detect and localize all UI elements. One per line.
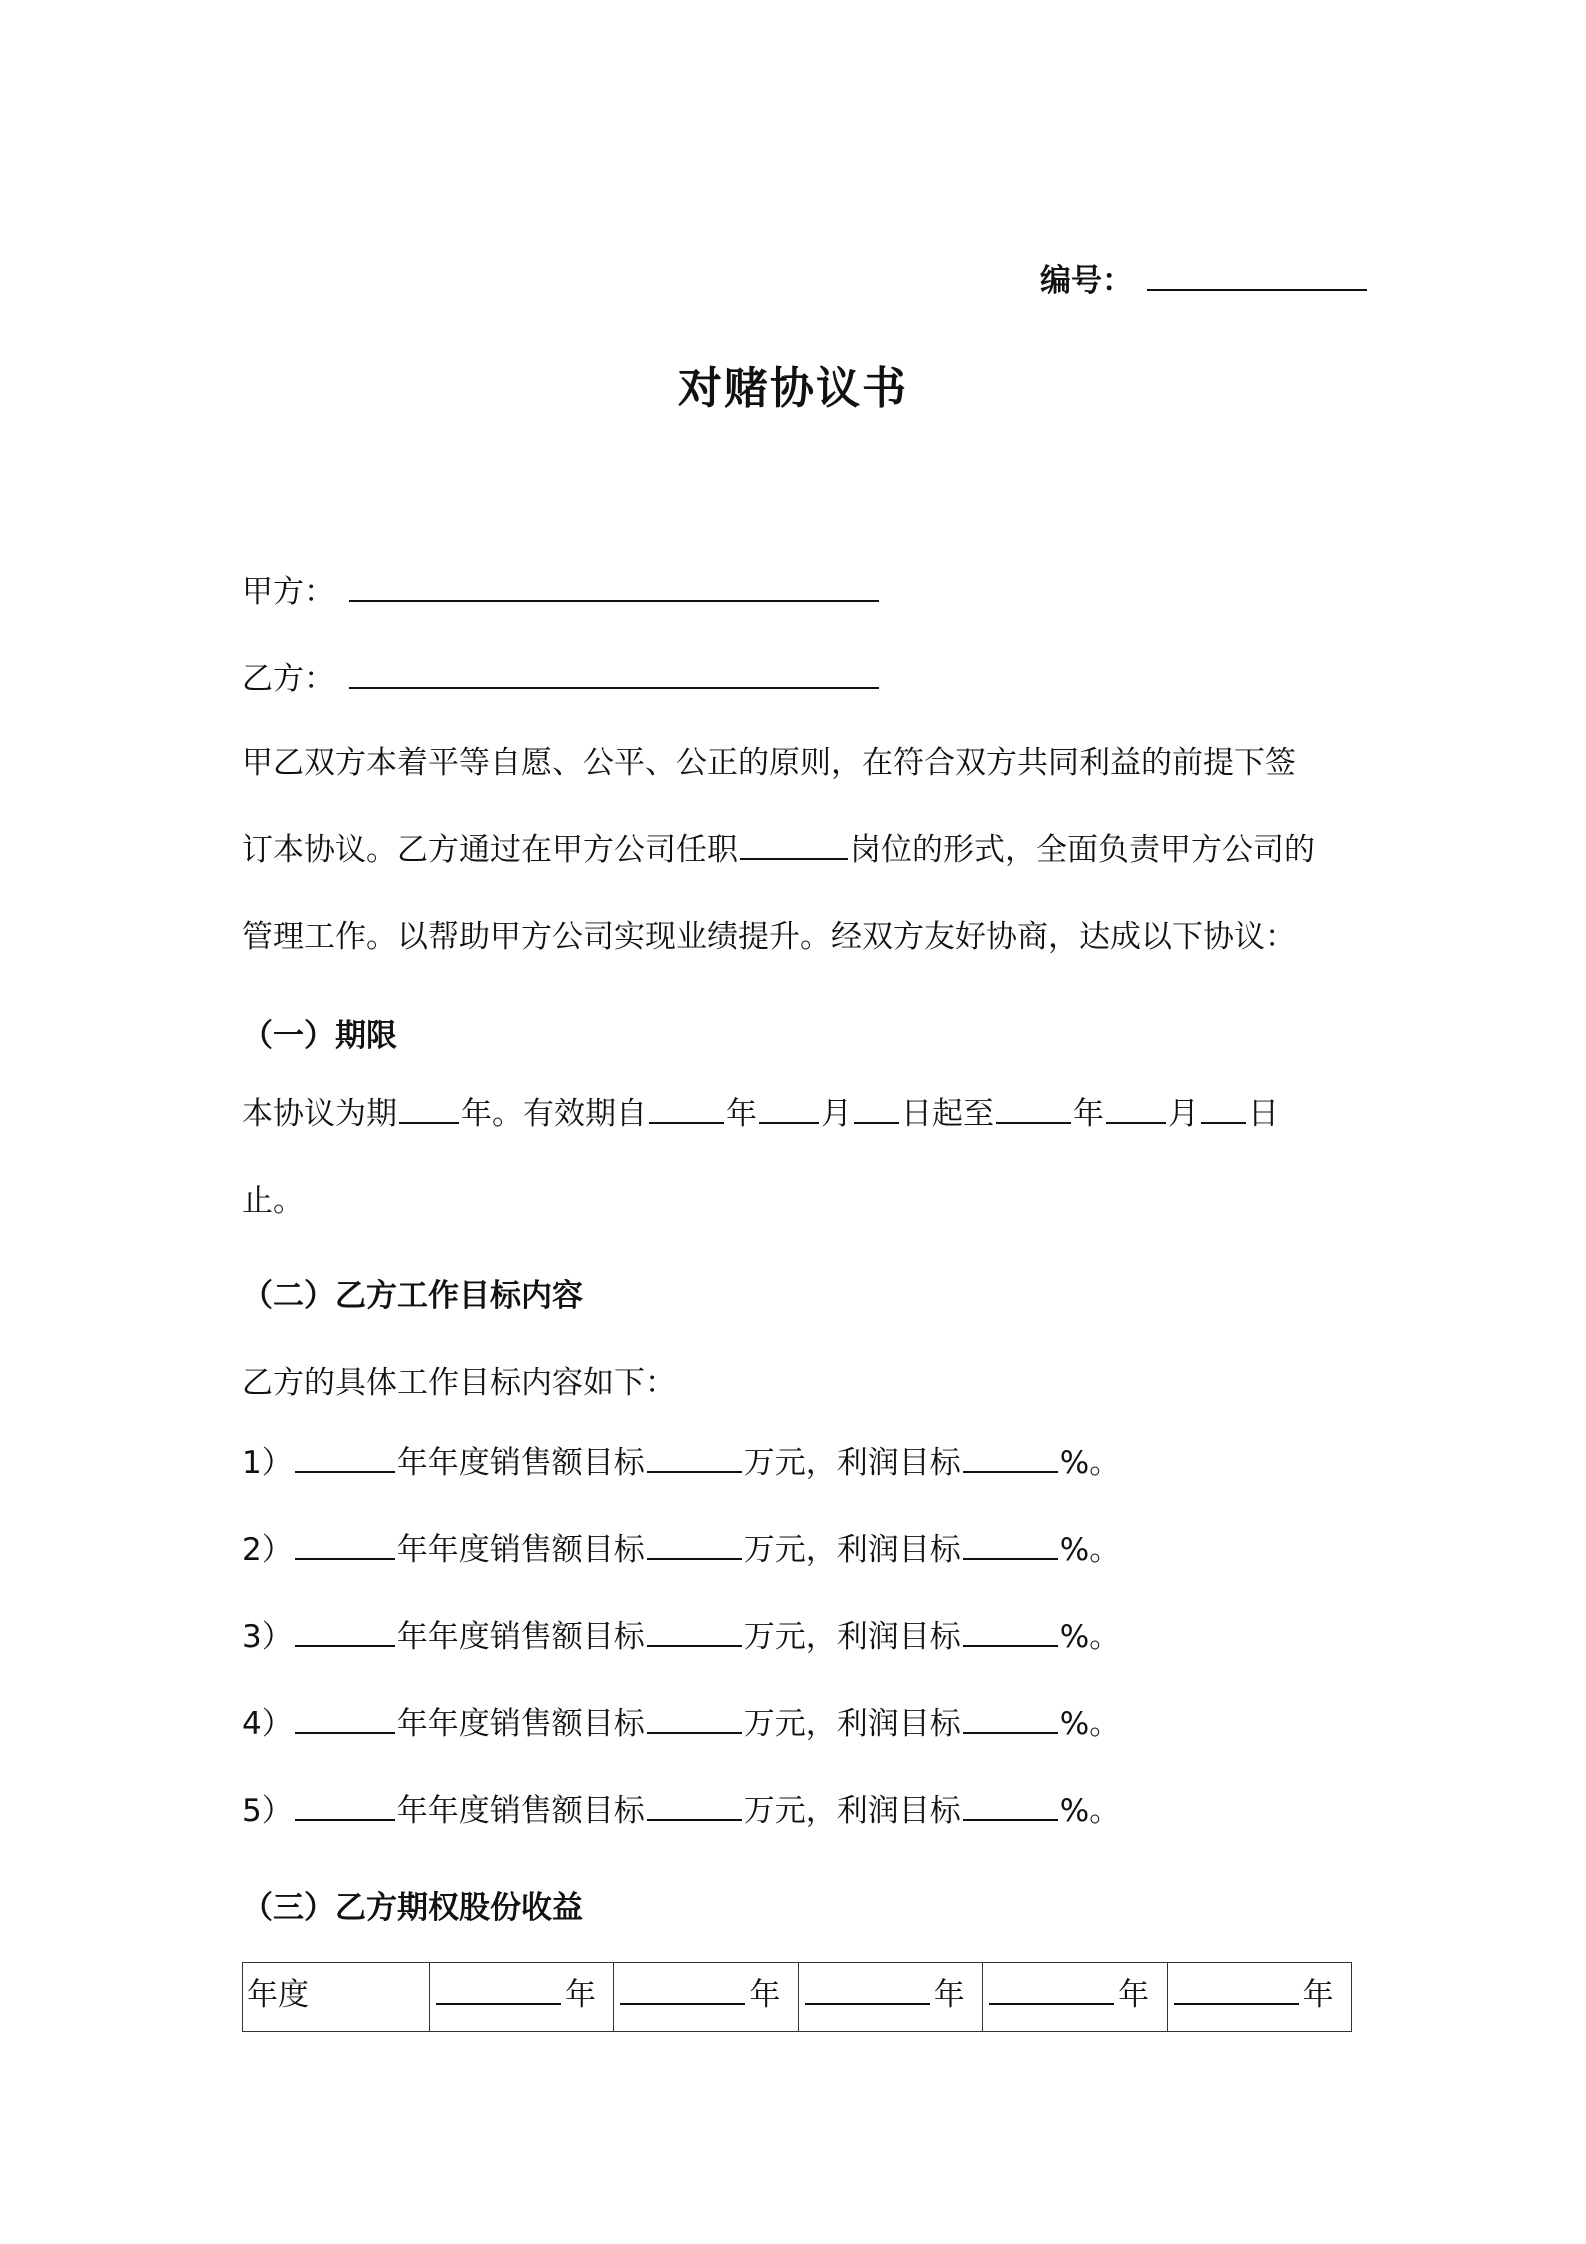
end-month-blank[interactable] bbox=[1106, 1091, 1166, 1124]
sales-blank[interactable] bbox=[647, 1701, 742, 1734]
year-blank[interactable] bbox=[295, 1788, 395, 1821]
sales-target-label: 年年度销售额目标 bbox=[396, 1445, 645, 1481]
equity-table bbox=[242, 1962, 1352, 2032]
percent-suffix: %。 bbox=[1059, 1445, 1121, 1481]
party-a-label: 甲方： bbox=[242, 574, 335, 610]
intro-line-1: 甲乙双方本着平等自愿、公平、公正的原则，在符合双方共同利益的前提下签 bbox=[242, 745, 1296, 781]
year-suffix: 年 bbox=[933, 1977, 965, 2013]
profit-target-label: 万元，利润目标 bbox=[743, 1445, 961, 1481]
sales-blank[interactable] bbox=[647, 1440, 742, 1473]
year-blank[interactable] bbox=[989, 1972, 1114, 2005]
year-cell bbox=[614, 1963, 798, 2032]
year-blank[interactable] bbox=[805, 1972, 930, 2005]
party-b-blank[interactable] bbox=[349, 656, 879, 689]
year-blank[interactable] bbox=[295, 1527, 395, 1560]
section-2-heading: （二）乙方工作目标内容 bbox=[242, 1278, 583, 1314]
year-blank[interactable] bbox=[436, 1972, 561, 2005]
term-text-7: 月 bbox=[1168, 1096, 1199, 1132]
year-cell bbox=[798, 1963, 982, 2032]
percent-suffix: %。 bbox=[1059, 1793, 1121, 1829]
profit-target-label: 万元，利润目标 bbox=[743, 1706, 961, 1742]
term-years-blank[interactable] bbox=[399, 1091, 459, 1124]
intro-line-3: 管理工作。以帮助甲方公司实现业绩提升。经双方友好协商，达成以下协议： bbox=[242, 919, 1296, 955]
start-month-blank[interactable] bbox=[759, 1091, 819, 1124]
term-line-1 bbox=[242, 1071, 1352, 1158]
year-cell bbox=[1167, 1963, 1351, 2032]
target-intro: 乙方的具体工作目标内容如下： bbox=[242, 1365, 676, 1401]
term-line-2: 止。 bbox=[242, 1183, 304, 1219]
year-blank[interactable] bbox=[295, 1701, 395, 1734]
profit-target-label: 万元，利润目标 bbox=[743, 1532, 961, 1568]
profit-blank[interactable] bbox=[963, 1614, 1058, 1647]
sales-target-label: 年年度销售额目标 bbox=[396, 1532, 645, 1568]
percent-suffix: %。 bbox=[1059, 1619, 1121, 1655]
year-suffix: 年 bbox=[1302, 1977, 1334, 2013]
item-number: 5） bbox=[242, 1793, 293, 1829]
intro-line-2 bbox=[242, 807, 1352, 894]
percent-suffix: %。 bbox=[1059, 1706, 1121, 1742]
year-suffix: 年 bbox=[565, 1977, 596, 2013]
year-blank[interactable] bbox=[295, 1440, 395, 1473]
year-cell bbox=[430, 1963, 614, 2032]
position-blank[interactable] bbox=[740, 827, 848, 860]
percent-suffix: %。 bbox=[1059, 1532, 1121, 1568]
start-year-blank[interactable] bbox=[649, 1091, 724, 1124]
term-text-6: 年 bbox=[1073, 1096, 1104, 1132]
term-text-2: 年。有效期自 bbox=[461, 1096, 647, 1132]
year-cell bbox=[983, 1963, 1167, 2032]
sales-blank[interactable] bbox=[647, 1527, 742, 1560]
profit-blank[interactable] bbox=[963, 1527, 1058, 1560]
term-text-1: 本协议为期 bbox=[242, 1096, 397, 1132]
year-blank[interactable] bbox=[295, 1614, 395, 1647]
item-number: 3） bbox=[242, 1619, 293, 1655]
list-item bbox=[242, 1507, 1352, 1594]
term-paragraph bbox=[242, 1071, 1352, 1245]
term-text-8: 日 bbox=[1248, 1096, 1279, 1132]
profit-target-label: 万元，利润目标 bbox=[743, 1619, 961, 1655]
list-item bbox=[242, 1681, 1352, 1768]
term-text-5: 日起至 bbox=[901, 1096, 994, 1132]
list-item bbox=[242, 1420, 1352, 1507]
start-day-blank[interactable] bbox=[854, 1091, 899, 1124]
profit-blank[interactable] bbox=[963, 1701, 1058, 1734]
profit-target-label: 万元，利润目标 bbox=[743, 1793, 961, 1829]
table-header-cell: 年度 bbox=[243, 1963, 430, 2032]
section-1-heading: （一）期限 bbox=[242, 1018, 397, 1054]
party-a-blank[interactable] bbox=[349, 569, 879, 602]
party-a-line bbox=[242, 566, 881, 611]
intro-paragraph bbox=[242, 720, 1352, 981]
target-list bbox=[242, 1420, 1352, 1855]
section-3-heading: （三）乙方期权股份收益 bbox=[242, 1890, 583, 1926]
serial-blank[interactable] bbox=[1147, 258, 1367, 291]
document-title: 对赌协议书 bbox=[678, 363, 908, 414]
serial-label: 编号： bbox=[1040, 263, 1133, 299]
end-day-blank[interactable] bbox=[1201, 1091, 1246, 1124]
sales-target-label: 年年度销售额目标 bbox=[396, 1793, 645, 1829]
serial-number-field bbox=[1040, 255, 1369, 300]
intro-line-2-b: 岗位的形式，全面负责甲方公司的 bbox=[850, 832, 1315, 868]
list-item bbox=[242, 1594, 1352, 1681]
term-text-3: 年 bbox=[726, 1096, 757, 1132]
sales-blank[interactable] bbox=[647, 1614, 742, 1647]
year-suffix: 年 bbox=[749, 1977, 781, 2013]
year-blank[interactable] bbox=[620, 1972, 745, 2005]
party-b-label: 乙方： bbox=[242, 661, 335, 697]
list-item bbox=[242, 1768, 1352, 1855]
profit-blank[interactable] bbox=[963, 1788, 1058, 1821]
end-year-blank[interactable] bbox=[996, 1091, 1071, 1124]
year-blank[interactable] bbox=[1174, 1972, 1299, 2005]
term-text-4: 月 bbox=[821, 1096, 852, 1132]
sales-target-label: 年年度销售额目标 bbox=[396, 1706, 645, 1742]
intro-line-2-a: 订本协议。乙方通过在甲方公司任职 bbox=[242, 832, 738, 868]
item-number: 2） bbox=[242, 1532, 293, 1568]
item-number: 1） bbox=[242, 1445, 293, 1481]
party-b-line bbox=[242, 653, 881, 698]
profit-blank[interactable] bbox=[963, 1440, 1058, 1473]
year-suffix: 年 bbox=[1118, 1977, 1150, 2013]
sales-target-label: 年年度销售额目标 bbox=[396, 1619, 645, 1655]
item-number: 4） bbox=[242, 1706, 293, 1742]
table-row bbox=[243, 1963, 1352, 2032]
sales-blank[interactable] bbox=[647, 1788, 742, 1821]
